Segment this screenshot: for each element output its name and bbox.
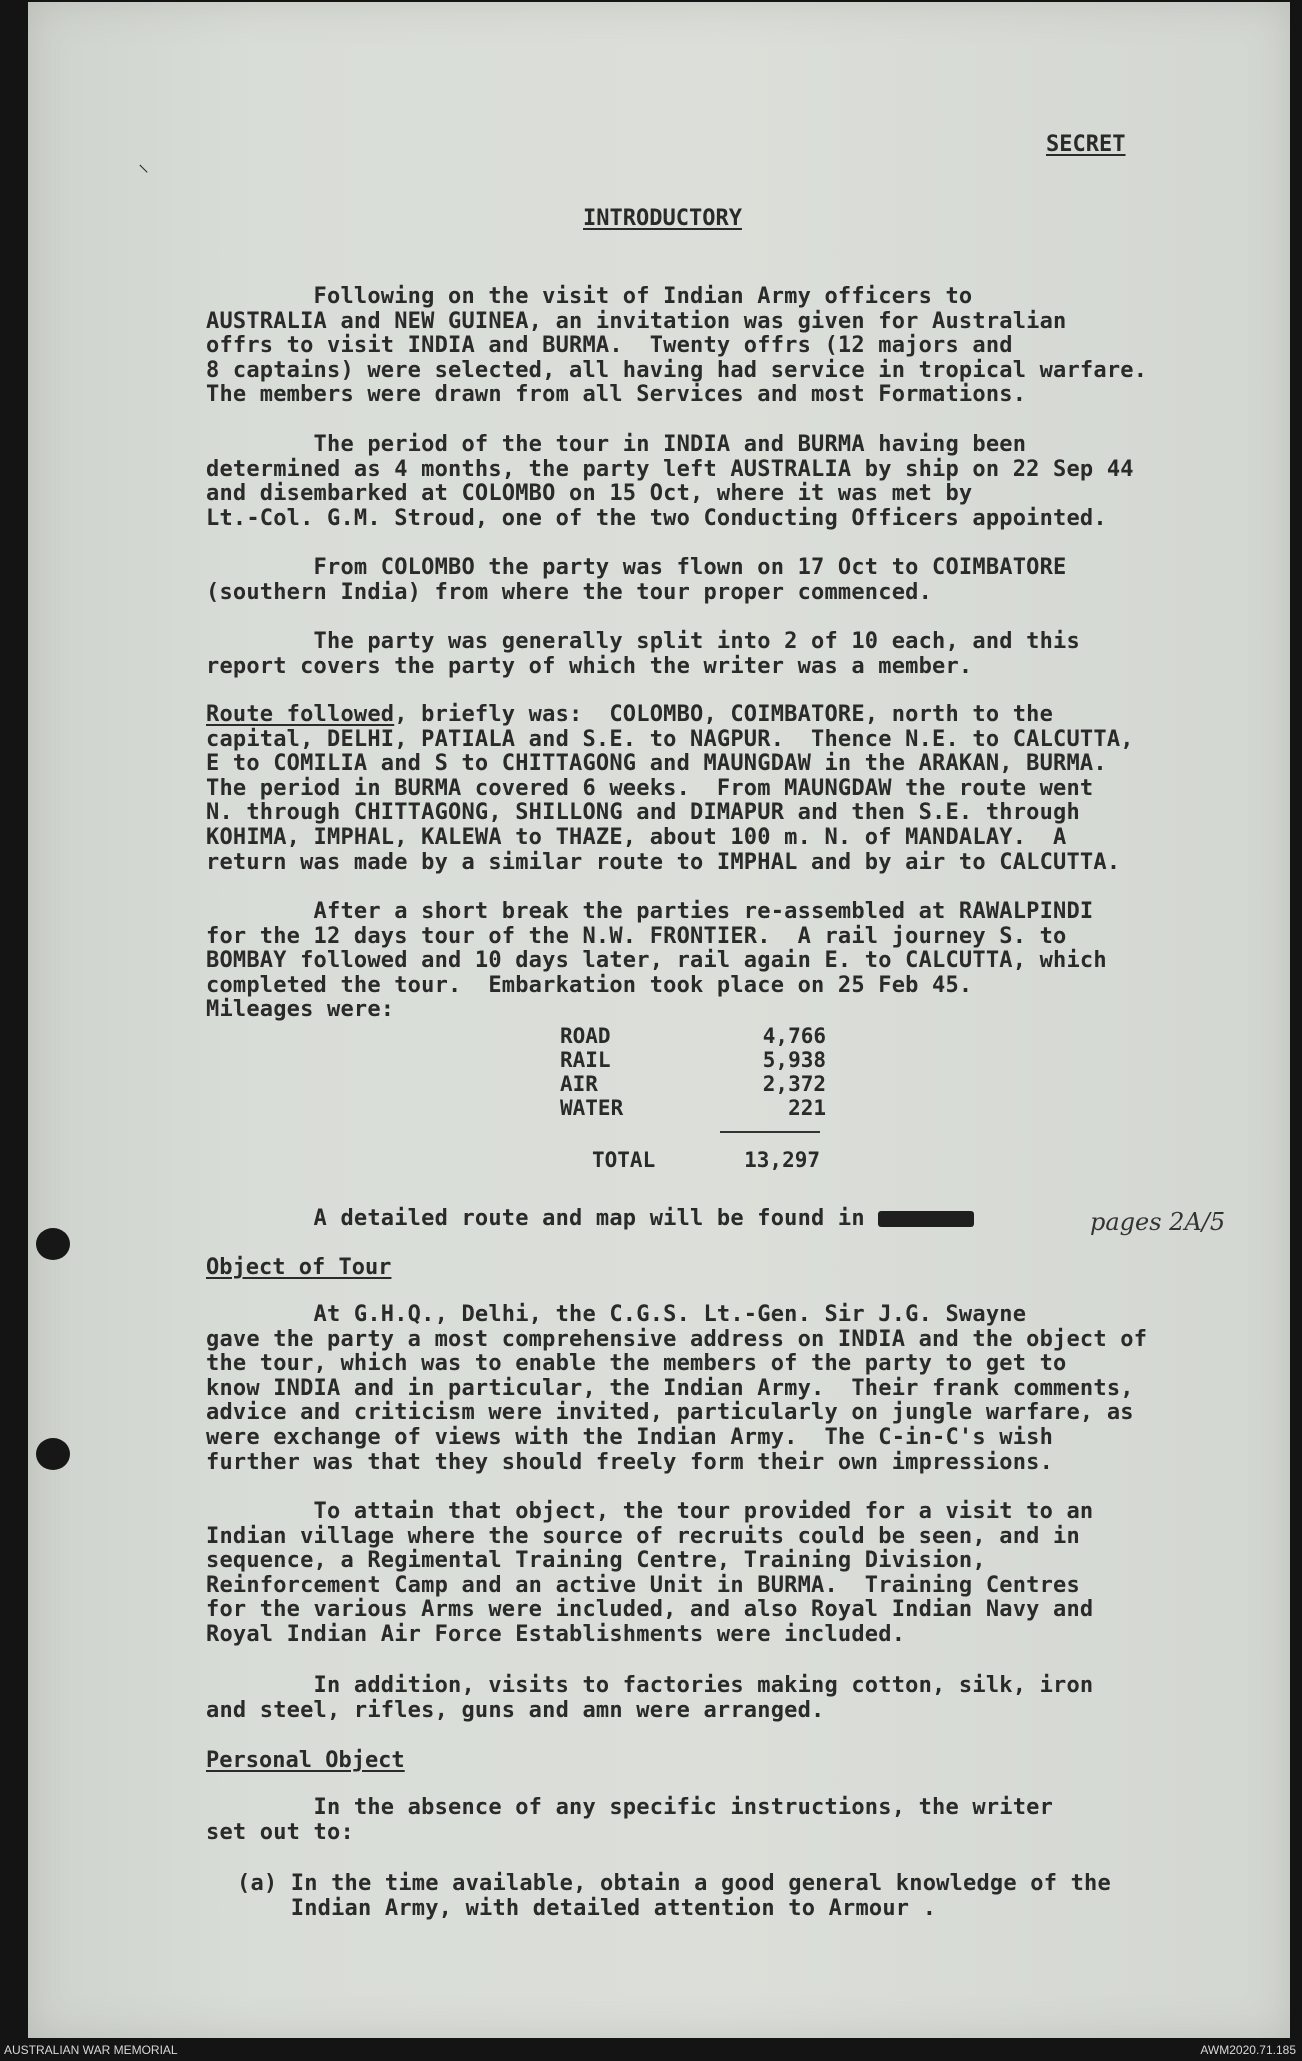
- paragraph-colombo: From COLOMBO the party was flown on 17 Oct to COIMBATORE (southern India) from where the tour proper commenced.: [206, 555, 1067, 605]
- mileage-label: ROAD: [560, 1024, 611, 1048]
- punch-hole-top: [36, 1228, 70, 1260]
- mileage-value: 2,372: [762, 1072, 826, 1096]
- paragraph-period: The period of the tour in INDIA and BURMA having been determined as 4 months, the party left AUSTRALIA by ship on 22 Sep 44 and disembarked at COLOMBO on 15 Oct, where it was met by Lt.-Col. G.M. Stroud, one of the two Conducting Officers appointed.: [206, 432, 1134, 531]
- mileage-value: 221: [788, 1096, 826, 1120]
- paragraph-party-split: The party was generally split into 2 of 10 each, and this report covers the party of which the writer was a member.: [206, 629, 1080, 679]
- redaction-mark: [878, 1211, 974, 1227]
- footer-right: AWM2020.71.185: [1200, 2043, 1296, 2057]
- mileage-row: [560, 1096, 826, 1120]
- mileage-label: AIR: [560, 1072, 598, 1096]
- total-rule: [720, 1131, 820, 1133]
- paragraph-detailed-route: [206, 1207, 974, 1232]
- page-title: INTRODUCTORY: [583, 206, 742, 231]
- detailed-route-text: A detailed route and map will be found in: [206, 1206, 879, 1231]
- list-item-a: (a) In the time available, obtain a good general knowledge of the Indian Army, with detailed attention to Armour .: [237, 1871, 1111, 1921]
- total-label: TOTAL: [592, 1148, 656, 1172]
- total-row: [592, 1148, 820, 1172]
- object-of-tour-heading: Object of Tour: [206, 1255, 392, 1280]
- pencil-mark: ⸜: [138, 152, 150, 177]
- mileage-table: [560, 1024, 826, 1120]
- punch-hole-bottom: [36, 1438, 70, 1470]
- paragraph-intro: Following on the visit of Indian Army officers to AUSTRALIA and NEW GUINEA, an invitation was given for Australian offrs to visit INDIA and BURMA. Twenty offrs (12 majors and 8 captains) were selected, all having had service in tropical warfare. The members were drawn from all Services and most Formations.: [206, 284, 1148, 408]
- paragraph-personal-intro: In the absence of any specific instructions, the writer set out to:: [206, 1795, 1054, 1845]
- mileage-value: 4,766: [762, 1024, 826, 1048]
- mileage-label: RAIL: [560, 1048, 611, 1072]
- paragraph-break: After a short break the parties re-assembled at RAWALPINDI for the 12 days tour of the N.W. FRONTIER. A rail journey S. to BOMBAY followed and 10 days later, rail again E. to CALCUTTA, which completed the tour. Embarkation took place on 25 Feb 45. Mileages were:: [206, 899, 1107, 1023]
- paragraph-ghq: At G.H.Q., Delhi, the C.G.S. Lt.-Gen. Sir J.G. Swayne gave the party a most comprehensive address on INDIA and the object of the tour, which was to enable the members of the party to get to know INDIA and in particular, the Indian Army. Their frank comments, advice and criticism were invited, particularly on jungle warfare, as were exchange of views with the Indian Army. The C-in-C's wish further was that they should freely form their own impressions.: [206, 1302, 1148, 1475]
- mileage-label: WATER: [560, 1096, 624, 1120]
- route-heading: Route followed: [206, 702, 395, 727]
- total-value: 13,297: [744, 1148, 820, 1172]
- footer-left: AUSTRALIAN WAR MEMORIAL: [4, 2043, 178, 2057]
- mileage-value: 5,938: [762, 1048, 826, 1072]
- mileage-row: [560, 1048, 826, 1072]
- mileage-row: [560, 1072, 826, 1096]
- handwritten-note: pages 2A/5: [1090, 1208, 1226, 1236]
- personal-object-heading: Personal Object: [206, 1748, 405, 1773]
- paragraph-factories: In addition, visits to factories making cotton, silk, iron and steel, rifles, guns and amn were arranged.: [206, 1673, 1094, 1723]
- classification-label: SECRET: [1046, 132, 1126, 157]
- paragraph-route: [206, 703, 1134, 875]
- mileage-row: [560, 1024, 826, 1048]
- paragraph-attain: To attain that object, the tour provided for a visit to an Indian village where the source of recruits could be seen, and in sequence, a Regimental Training Centre, Training Division, Reinforcement Camp and an active Unit in BURMA. Training Centres for the various Arms were included, and also Royal Indian Navy and Royal Indian Air Force Establishments were included.: [206, 1499, 1094, 1647]
- route-text: , briefly was: COLOMBO, COIMBATORE, north to the capital, DELHI, PATIALA and S.E. to NAGPUR. Thence N.E. to CALCUTTA, E to COMILIA and S to CHITTAGONG and MAUNGDAW in the ARAKAN, BURMA. The period in BURMA covered 6 weeks. From MAUNGDAW the route went N. through CHITTAGONG, SHILLONG and DIMAPUR and then S.E. through KOHIMA, IMPHAL, KALEWA to THAZE, about 100 m. N. of MANDALAY. A return was made by a similar route to IMPHAL and by air to CALCUTTA.: [206, 702, 1134, 875]
